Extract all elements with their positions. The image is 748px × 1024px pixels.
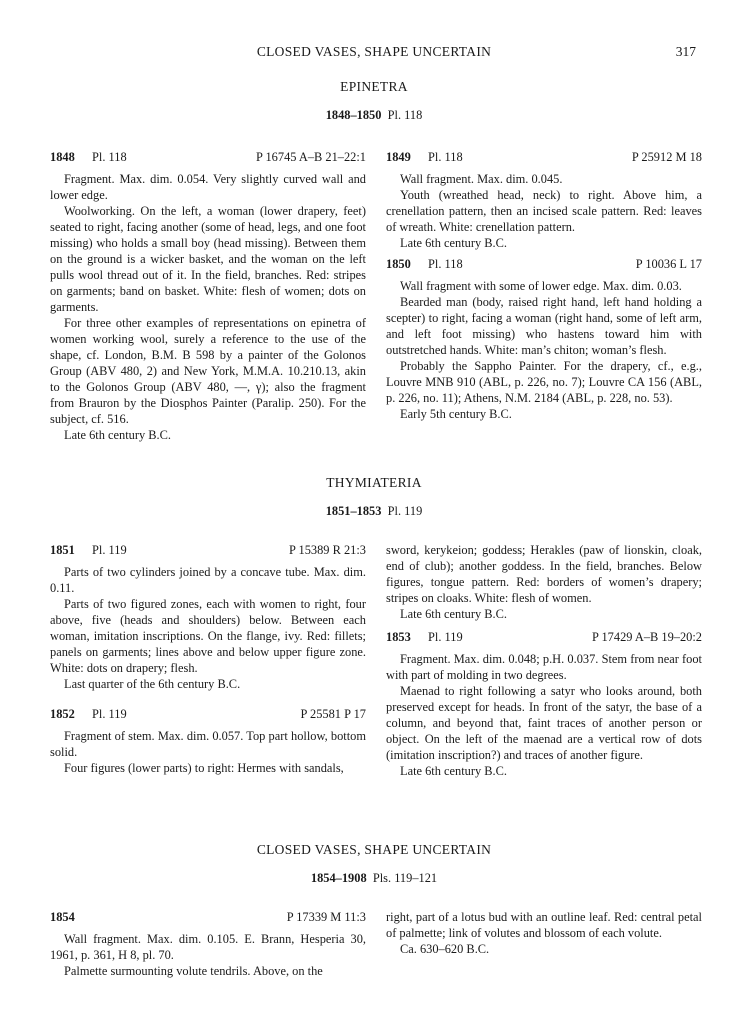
range-plates: Pl. 119 <box>387 504 423 518</box>
entry-date: Late 6th century B.C. <box>400 236 508 250</box>
entry-heading <box>50 542 366 558</box>
entry-paragraph: Fragment. Max. dim. 0.054. Very slightly curved wall and lower edge. <box>50 172 366 202</box>
entry-paragraph: right, part of a lotus bud with an outline leaf. Red: central petal of palmette; link of volutes and blossom of each volute. <box>386 910 702 940</box>
section-title-epinetra: EPINETRA <box>340 79 408 94</box>
range-numbers: 1854–1908 <box>310 871 367 885</box>
entry-plate: Pl. 119 <box>92 707 127 721</box>
section-title-thymiateria: THYMIATERIA <box>326 475 422 490</box>
entry-date: Early 5th century B.C. <box>400 407 512 421</box>
entry-inventory: P 25912 M 18 <box>631 150 702 164</box>
running-title: CLOSED VASES, SHAPE UNCERTAIN <box>256 44 492 59</box>
entry-1849 <box>386 149 702 251</box>
entry-paragraph: Maenad to right following a satyr who looks around, both preserved except for heads. In front of the satyr, the base of a column, and beyond that, faint traces of another person or object. On the left of the maenad are a vertical row of dots (imitation inscription?) and traces of another figure. <box>386 684 702 762</box>
entry-1850 <box>386 256 702 422</box>
entry-number: 1850 <box>386 257 411 271</box>
entry-paragraph: Wall fragment. Max. dim. 0.105. E. Brann, Hesperia 30, 1961, p. 361, H 8, pl. 70. <box>50 932 366 962</box>
entry-paragraph: Parts of two figured zones, each with women to right, four above, five (heads and shoulders) below. Between each woman, imitation inscriptions. On the flange, ivy. Red: fillets; panels on garments; lines above and below upper figure zone. White: dots on drapery; flesh. <box>50 597 366 675</box>
entry-paragraph: Palmette surmounting volute tendrils. Above, on the <box>64 964 323 978</box>
section-title-closed-vases: CLOSED VASES, SHAPE UNCERTAIN <box>256 842 492 857</box>
entry-number: 1853 <box>386 630 411 644</box>
entry-heading <box>50 149 366 165</box>
entry-heading <box>386 149 702 165</box>
entry-paragraph: Probably the Sappho Painter. For the drapery, cf., e.g., Louvre MNB 910 (ABL, p. 226, no. 7); Louvre CA 156 (ABL, p. 226, no. 11); Athens, N.M. 2184 (ABL, p. 228, no. 53). <box>386 359 702 405</box>
entry-inventory: P 17339 M 11:3 <box>286 910 366 924</box>
entry-paragraph: Youth (wreathed head, neck) to right. Above him, a crenellation pattern, then an incised scale pattern. Red: leaves of wreath. White: crenellation pattern. <box>386 188 702 234</box>
entry-paragraph: Woolworking. On the left, a woman (lower drapery, feet) seated to right, facing another (some of head, legs, and one foot missing) who holds a small boy (head missing). Between them on the ground is a wicker basket, and the woman on the left pulls wool thread out of it. In the field, branches. Red: stripes on garments; band on basket. White: flesh of women; dots on garments. <box>50 204 366 314</box>
section-range-thymiateria <box>0 503 748 519</box>
entry-inventory: P 25581 P 17 <box>300 707 366 721</box>
entry-plate: Pl. 118 <box>428 257 463 271</box>
entry-paragraph: Wall fragment. Max. dim. 0.045. <box>400 172 563 186</box>
section-range-epinetra <box>0 107 748 123</box>
entry-plate: Pl. 119 <box>428 630 463 644</box>
entry-inventory: P 16745 A–B 21–22:1 <box>255 150 366 164</box>
entry-date: Last quarter of the 6th century B.C. <box>64 677 241 691</box>
entry-plate: Pl. 118 <box>428 150 463 164</box>
entry-1854 <box>50 909 366 979</box>
range-plates: Pl. 118 <box>387 108 423 122</box>
entry-heading <box>50 706 366 722</box>
entry-paragraph: Fragment. Max. dim. 0.048; p.H. 0.037. Stem from near foot with part of molding in two degrees. <box>386 652 702 682</box>
entry-number: 1854 <box>50 910 75 924</box>
entry-number: 1849 <box>386 150 411 164</box>
range-numbers: 1848–1850 <box>325 108 382 122</box>
entry-inventory: P 15389 R 21:3 <box>289 543 366 557</box>
entry-plate: Pl. 119 <box>92 543 127 557</box>
entry-heading <box>386 256 702 272</box>
entry-date: Late 6th century B.C. <box>64 428 172 442</box>
section-range-closed-vases <box>0 870 748 886</box>
entry-1851 <box>50 542 366 692</box>
entry-heading <box>50 909 366 925</box>
entry-paragraph: Bearded man (body, raised right hand, left hand holding a scepter) to right, facing a woman (right hand, some of left arm, and left foot missing) who hastens toward him with outstretched hands. White: man’s chiton; woman’s flesh. <box>386 295 702 357</box>
range-numbers: 1851–1853 <box>325 504 382 518</box>
entry-1848 <box>50 149 366 443</box>
entry-1853 <box>386 629 702 779</box>
entry-number: 1848 <box>50 150 75 164</box>
entry-paragraph: Four figures (lower parts) to right: Hermes with sandals, <box>64 761 344 775</box>
entry-paragraph: Wall fragment with some of lower edge. Max. dim. 0.03. <box>400 279 682 293</box>
entry-date: Late 6th century B.C. <box>400 764 508 778</box>
entry-paragraph: For three other examples of representations on epinetra of women working wool, surely a reference to the use of the shape, cf. London, B.M. B 598 by a painter of the Golonos Group (ABV 480, 2) and New York, M.M.A. 10.210.13, akin to the Golonos Group (ABV 480, —, γ); also the fragment from Brauron by the Diosphos Painter (Paralip. 250). For the subject, cf. 516. <box>50 316 366 426</box>
entry-paragraph: Parts of two cylinders joined by a concave tube. Max. dim. 0.11. <box>50 565 366 595</box>
entry-paragraph: Fragment of stem. Max. dim. 0.057. Top part hollow, bottom solid. <box>50 729 366 759</box>
page-number: 317 <box>675 44 696 59</box>
entry-inventory: P 10036 L 17 <box>635 257 702 271</box>
entry-plate <box>92 909 287 925</box>
entry-date: Ca. 630–620 B.C. <box>400 942 490 956</box>
entry-number: 1852 <box>50 707 75 721</box>
entry-plate: Pl. 118 <box>92 150 127 164</box>
entry-1852 <box>50 706 366 776</box>
entry-1854-continued <box>386 909 702 957</box>
entry-inventory: P 17429 A–B 19–20:2 <box>591 630 702 644</box>
entry-heading <box>386 629 702 645</box>
entry-paragraph: sword, kerykeion; goddess; Herakles (paw of lionskin, cloak, end of club); another goddess. In the field, branches. Below figures, tongue pattern. Red: borders of women’s drapery; stripes on cloaks. White: flesh of women. <box>386 543 702 605</box>
range-plates: Pls. 119–121 <box>372 871 438 885</box>
entry-1852-continued <box>386 542 702 622</box>
entry-number: 1851 <box>50 543 75 557</box>
entry-date: Late 6th century B.C. <box>400 607 508 621</box>
